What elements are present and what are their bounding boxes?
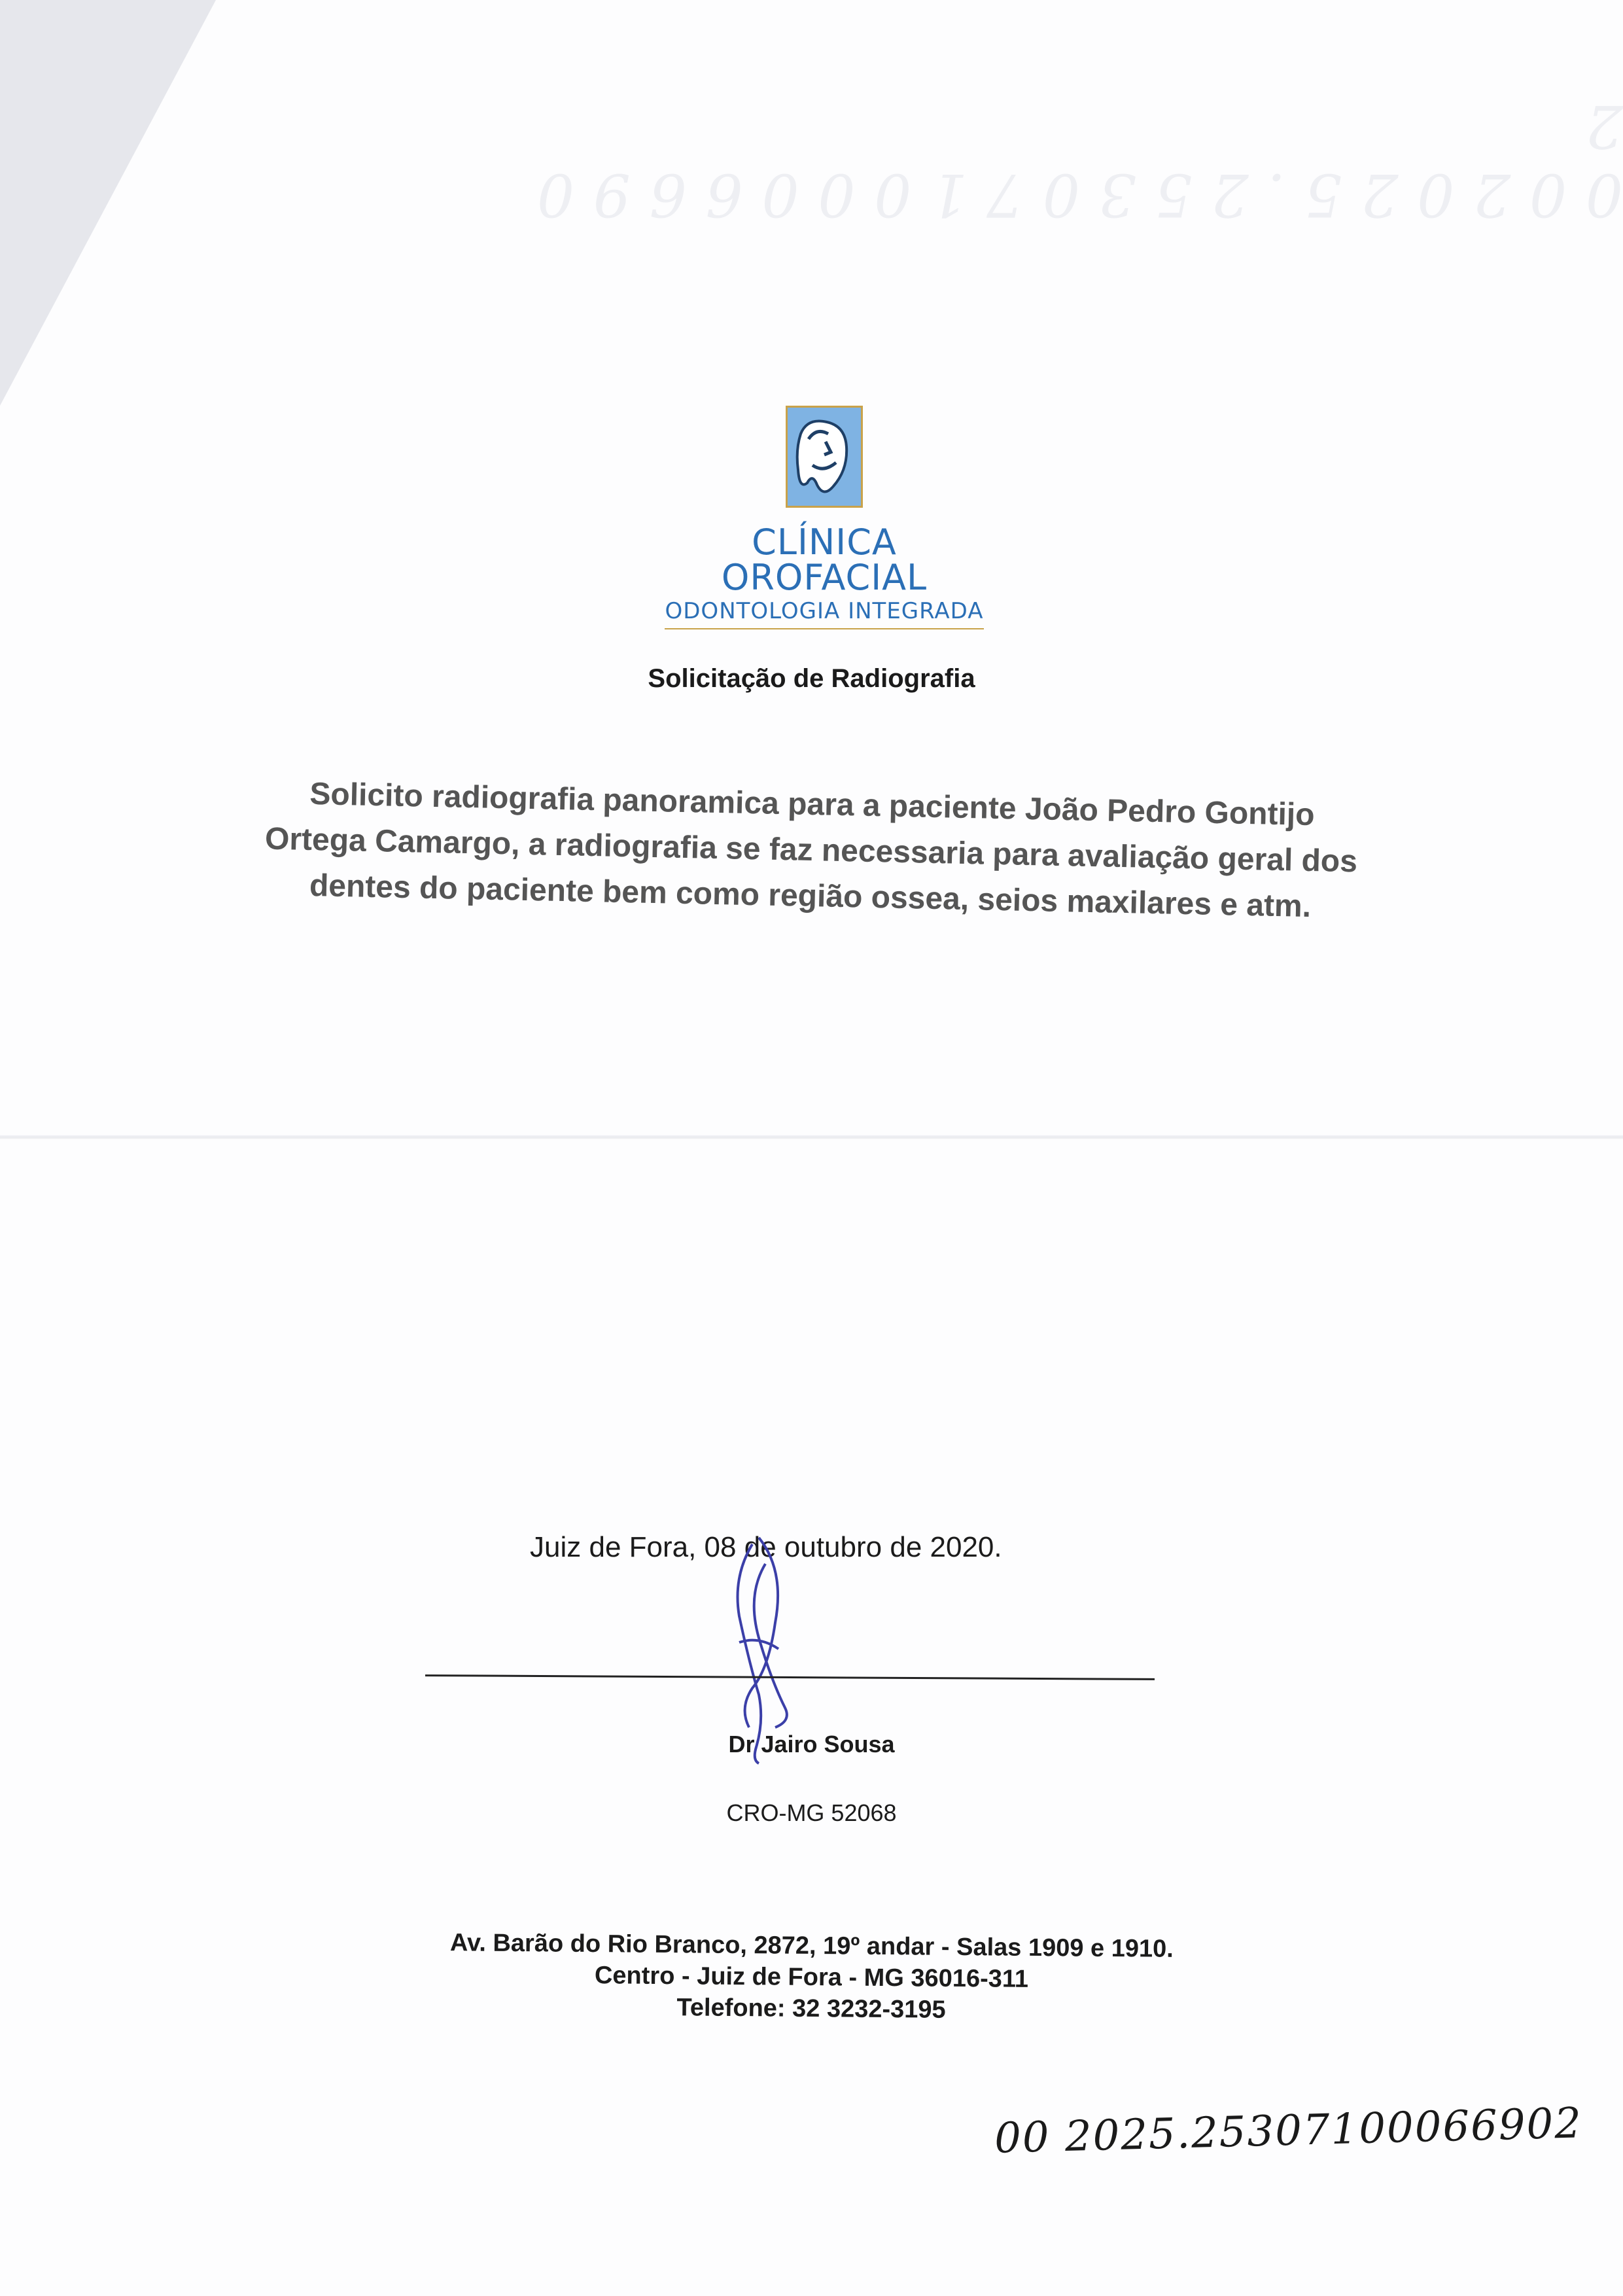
signer-registration: CRO-MG 52068 (726, 1799, 897, 1826)
bleed-through-handwriting: 0 0 2 0 2 5 . 2 5 3 0 7 1 0 0 0 6 6 9 0 2 (536, 92, 1623, 229)
request-body: Solicito radiografia panoramica para a paciente João Pedro Gontijo Ortega Camargo, a radiografia se faz necessaria para avaliação geral dos dentes do paciente bem como região ossea, seios maxilares e atm. (264, 776, 1358, 925)
address-line-2: Centro - Juiz de Fora - MG 36016-311 (594, 1962, 1029, 1993)
smiling-tooth-icon (786, 406, 863, 508)
clinic-address (0, 1923, 1623, 2032)
date-line: Juiz de Fora, 08 de outubro de 2020. (530, 1531, 1002, 1563)
paper-fold-crease (0, 1135, 1623, 1139)
phone-line: Telefone: 32 3232-3195 (676, 1994, 946, 2024)
clinic-name: CLÍNICA OROFACIAL (721, 521, 928, 598)
document-title: Solicitação de Radiografia (648, 664, 975, 693)
clinic-logo (648, 406, 1001, 629)
folded-corner (0, 0, 216, 406)
handwritten-protocol-number: 00 2025.25307100066902 (994, 2099, 1583, 2163)
signer-name: Dr Jairo Sousa (728, 1731, 895, 1757)
address-line-1: Av. Barão do Rio Branco, 2872, 19º andar - Salas 1909 e 1910. (449, 1929, 1174, 1963)
clinic-subtitle: ODONTOLOGIA INTEGRADA (665, 598, 983, 629)
